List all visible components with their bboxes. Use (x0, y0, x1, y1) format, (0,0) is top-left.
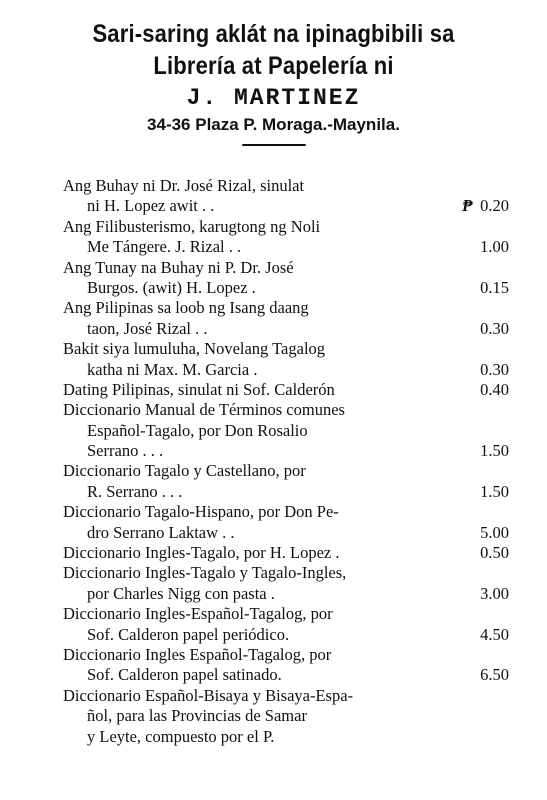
book-entry (63, 217, 519, 258)
header-divider (242, 144, 306, 146)
publisher-address: 34-36 Plaza P. Moraga.-Maynila. (147, 115, 400, 134)
book-entry (63, 176, 519, 217)
book-line-text: por Charles Nigg con pasta . (87, 583, 275, 603)
book-line-text: Sof. Calderon papel satinado. (87, 665, 282, 685)
book-line-text: Español-Tagalo, por Don Rosalio (87, 420, 308, 440)
book-line-text: Diccionario Ingles-Tagalo, por H. Lopez . (63, 543, 340, 563)
publisher-name: J. MARTINEZ (186, 85, 361, 111)
book-line-text: Diccionario Ingles Español-Tagalog, por (63, 644, 332, 664)
book-line-text: Ang Tunay na Buhay ni P. Dr. José (63, 257, 294, 277)
book-price (447, 360, 509, 380)
book-title-continuation (63, 421, 519, 441)
book-title-line (63, 339, 519, 359)
book-entry (63, 686, 519, 747)
book-line-text: Me Tángere. J. Rizal . . (87, 237, 242, 257)
price-value: 0.50 (480, 543, 509, 563)
book-price (447, 665, 509, 685)
book-title-line (63, 258, 519, 278)
book-entry (63, 543, 519, 563)
book-entry (63, 604, 519, 645)
book-entry (63, 461, 519, 502)
book-title-line (63, 604, 519, 624)
book-price (447, 584, 509, 604)
book-entry (63, 298, 519, 339)
book-entry (63, 339, 519, 380)
book-price (447, 482, 509, 502)
book-title-line (63, 400, 519, 420)
price-value: 0.20 (480, 196, 509, 216)
book-title-line (63, 645, 519, 665)
book-title-line (63, 563, 519, 583)
book-price (447, 237, 509, 257)
book-title-line (63, 176, 519, 196)
book-title-line (63, 686, 519, 706)
book-line-text: Ang Buhay ni Dr. José Rizal, sinulat (63, 176, 305, 195)
price-value: 1.50 (480, 441, 509, 461)
book-price (447, 196, 509, 216)
price-value: 5.00 (480, 522, 509, 542)
book-entry (63, 400, 519, 461)
book-line-text: Diccionario Ingles-Tagalo y Tagalo-Ingles, (63, 563, 347, 583)
book-line-text: y Leyte, compuesto por el P. (87, 726, 275, 746)
book-entry (63, 645, 519, 686)
book-line-text: Ang Pilipinas sa loob ng Isang daang (63, 298, 309, 318)
book-entry (63, 380, 519, 400)
book-line-text: Diccionario Manual de Términos comunes (63, 400, 345, 420)
book-line-text: Serrano . . . (87, 441, 164, 461)
price-value: 1.00 (480, 237, 509, 257)
price-value: 6.50 (480, 665, 509, 685)
book-line-text: Sof. Calderon papel periódico. (87, 624, 290, 644)
book-line-text: ni H. Lopez awit . . (87, 196, 215, 216)
catalog-title-line-1: Sari-saring aklát na ipinagbibili sa (92, 20, 455, 48)
book-title-line (63, 217, 519, 237)
book-price-list (63, 176, 519, 747)
book-line-text: Diccionario Ingles-Español-Tagalog, por (63, 604, 333, 624)
price-value: 0.40 (480, 379, 509, 399)
price-value: 0.15 (480, 277, 509, 297)
book-entry (63, 258, 519, 299)
price-value: 4.50 (480, 624, 509, 644)
book-price (447, 523, 509, 543)
book-entry (63, 563, 519, 604)
catalog-title-line-2: Librería at Papelería ni (153, 52, 394, 80)
book-line-text: dro Serrano Laktaw . . (87, 522, 235, 542)
catalog-header (0, 18, 547, 146)
price-value: 0.30 (480, 318, 509, 338)
book-title-continuation (63, 727, 519, 747)
book-price (447, 380, 509, 400)
book-title-line (63, 461, 519, 481)
price-value: 1.50 (480, 481, 509, 501)
price-value: 3.00 (480, 583, 509, 603)
price-value: 0.30 (480, 359, 509, 379)
book-price (447, 278, 509, 298)
book-line-text: Ang Filibusterismo, karugtong ng Noli (63, 216, 321, 236)
book-title-line (63, 502, 519, 522)
book-title-continuation (63, 706, 519, 726)
book-line-text: Diccionario Tagalo y Castellano, por (63, 461, 306, 481)
book-price (447, 319, 509, 339)
book-line-text: ñol, para las Provincias de Samar (87, 706, 307, 726)
book-line-text: Diccionario Tagalo-Hispano, por Don Pe- (63, 502, 339, 522)
book-line-text: taon, José Rizal . . (87, 318, 208, 338)
book-entry (63, 502, 519, 543)
book-price (447, 625, 509, 645)
book-line-text: Bakit siya lumuluha, Novelang Tagalog (63, 339, 326, 359)
book-line-text: Dating Pilipinas, sinulat ni Sof. Calderón (63, 379, 335, 399)
book-title-line (63, 298, 519, 318)
peso-sign: ₱ (462, 196, 473, 216)
book-line-text: katha ni Max. M. Garcia . (87, 359, 258, 379)
book-line-text: R. Serrano . . . (87, 481, 183, 501)
book-price (447, 441, 509, 461)
book-line-text: Diccionario Español-Bisaya y Bisaya-Espa- (63, 685, 354, 705)
book-line-text: Burgos. (awit) H. Lopez . (87, 277, 256, 297)
book-price (447, 543, 509, 563)
